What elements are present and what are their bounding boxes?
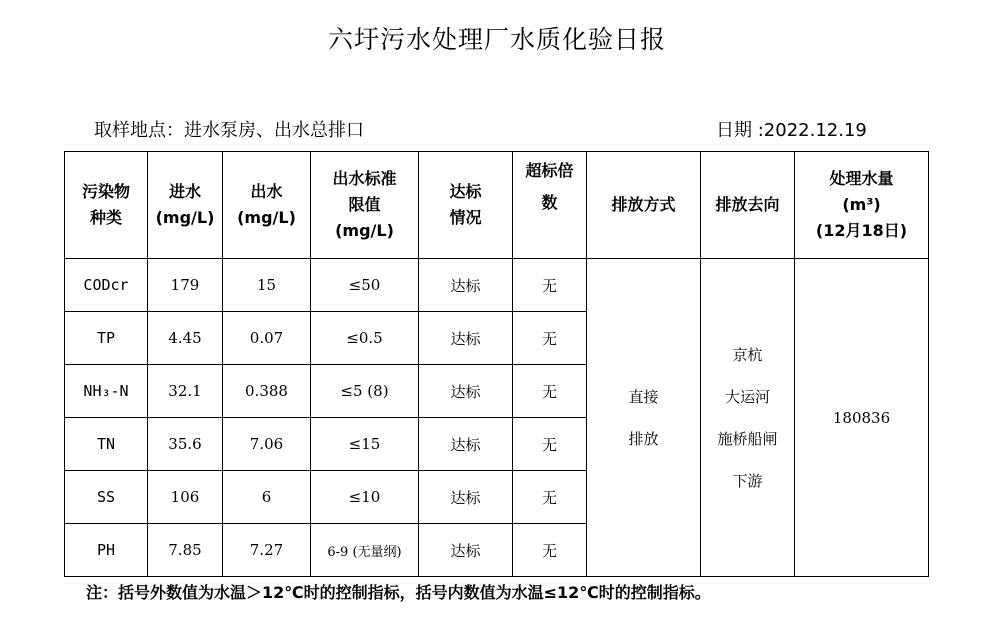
exceed-value: 无 bbox=[513, 524, 587, 577]
report-date: 日期 :2022.12.19 bbox=[716, 120, 867, 141]
outflow-value: 6 bbox=[223, 471, 311, 524]
header-direction: 排放去向 bbox=[701, 152, 795, 259]
header-limit-line: 限值 bbox=[348, 195, 381, 214]
status-value: 达标 bbox=[419, 471, 513, 524]
outflow-value: 0.388 bbox=[223, 365, 311, 418]
header-limit bbox=[311, 152, 419, 259]
pollutant-name: CODcr bbox=[65, 259, 148, 312]
header-inflow-line: 进水 bbox=[168, 182, 201, 201]
pollutant-name: PH bbox=[65, 524, 148, 577]
exceed-value: 无 bbox=[513, 365, 587, 418]
limit-value: ≤0.5 bbox=[311, 312, 419, 365]
discharge-method-line: 直接 bbox=[628, 387, 659, 406]
inflow-value: 179 bbox=[148, 259, 223, 312]
discharge-method-line: 排放 bbox=[628, 429, 659, 448]
discharge-direction bbox=[701, 259, 795, 577]
header-volume bbox=[795, 152, 929, 259]
header-status bbox=[419, 152, 513, 259]
header-limit-line: (mg/L) bbox=[335, 221, 394, 240]
inflow-value: 35.6 bbox=[148, 418, 223, 471]
header-status-line: 情况 bbox=[449, 208, 482, 227]
pollutant-name: TP bbox=[65, 312, 148, 365]
header-inflow-line: (mg/L) bbox=[155, 208, 215, 227]
header-exceed-line: 超标倍 bbox=[525, 161, 574, 180]
status-value: 达标 bbox=[419, 524, 513, 577]
water-quality-table bbox=[64, 151, 929, 577]
header-outflow bbox=[223, 152, 311, 259]
header-method: 排放方式 bbox=[587, 152, 701, 259]
outflow-value: 7.27 bbox=[223, 524, 311, 577]
header-limit-line: 出水标准 bbox=[332, 169, 397, 188]
pollutant-name: NH₃-N bbox=[65, 365, 148, 418]
header-exceed bbox=[513, 152, 587, 259]
status-value: 达标 bbox=[419, 365, 513, 418]
discharge-direction-line: 京杭 bbox=[732, 345, 763, 364]
header-outflow-line: 出水 bbox=[250, 182, 283, 201]
discharge-direction-line: 下游 bbox=[732, 471, 763, 490]
header-outflow-line: (mg/L) bbox=[237, 208, 296, 227]
inflow-value: 106 bbox=[148, 471, 223, 524]
status-value: 达标 bbox=[419, 259, 513, 312]
header-status-line: 达标 bbox=[449, 182, 482, 201]
header-row bbox=[65, 152, 929, 259]
header-volume-line: (m³) bbox=[842, 195, 881, 214]
pollutant-name: SS bbox=[65, 471, 148, 524]
header-volume-line: 处理水量 bbox=[829, 169, 894, 188]
exceed-value: 无 bbox=[513, 418, 587, 471]
header-volume-line: (12月18日) bbox=[815, 221, 908, 240]
limit-value: 6-9 (无量纲) bbox=[311, 524, 419, 577]
outflow-value: 7.06 bbox=[223, 418, 311, 471]
inflow-value: 32.1 bbox=[148, 365, 223, 418]
limit-value: ≤15 bbox=[311, 418, 419, 471]
header-pollutant bbox=[65, 152, 148, 259]
header-pollutant-line: 种类 bbox=[89, 208, 122, 227]
discharge-direction-line: 施桥船闸 bbox=[717, 429, 778, 448]
sampling-location: 取样地点：进水泵房、出水总排口 bbox=[94, 120, 364, 141]
footnote: 注：括号外数值为水温＞12℃时的控制指标，括号内数值为水温≤12℃时的控制指标。 bbox=[86, 583, 711, 602]
header-pollutant-line: 污染物 bbox=[81, 182, 130, 201]
status-value: 达标 bbox=[419, 418, 513, 471]
limit-value: ≤5 (8) bbox=[311, 365, 419, 418]
exceed-value: 无 bbox=[513, 471, 587, 524]
status-value: 达标 bbox=[419, 312, 513, 365]
outflow-value: 15 bbox=[223, 259, 311, 312]
table-row bbox=[65, 259, 929, 312]
discharge-direction-line: 大运河 bbox=[724, 387, 770, 406]
inflow-value: 4.45 bbox=[148, 312, 223, 365]
discharge-method bbox=[587, 259, 701, 577]
report-title: 六圩污水处理厂水质化验日报 bbox=[327, 25, 666, 54]
limit-value: ≤10 bbox=[311, 471, 419, 524]
inflow-value: 7.85 bbox=[148, 524, 223, 577]
exceed-value: 无 bbox=[513, 312, 587, 365]
outflow-value: 0.07 bbox=[223, 312, 311, 365]
pollutant-name: TN bbox=[65, 418, 148, 471]
limit-value: ≤50 bbox=[311, 259, 419, 312]
header-exceed-line: 数 bbox=[541, 193, 558, 212]
exceed-value: 无 bbox=[513, 259, 587, 312]
header-inflow bbox=[148, 152, 223, 259]
treated-volume: 180836 bbox=[795, 259, 929, 577]
